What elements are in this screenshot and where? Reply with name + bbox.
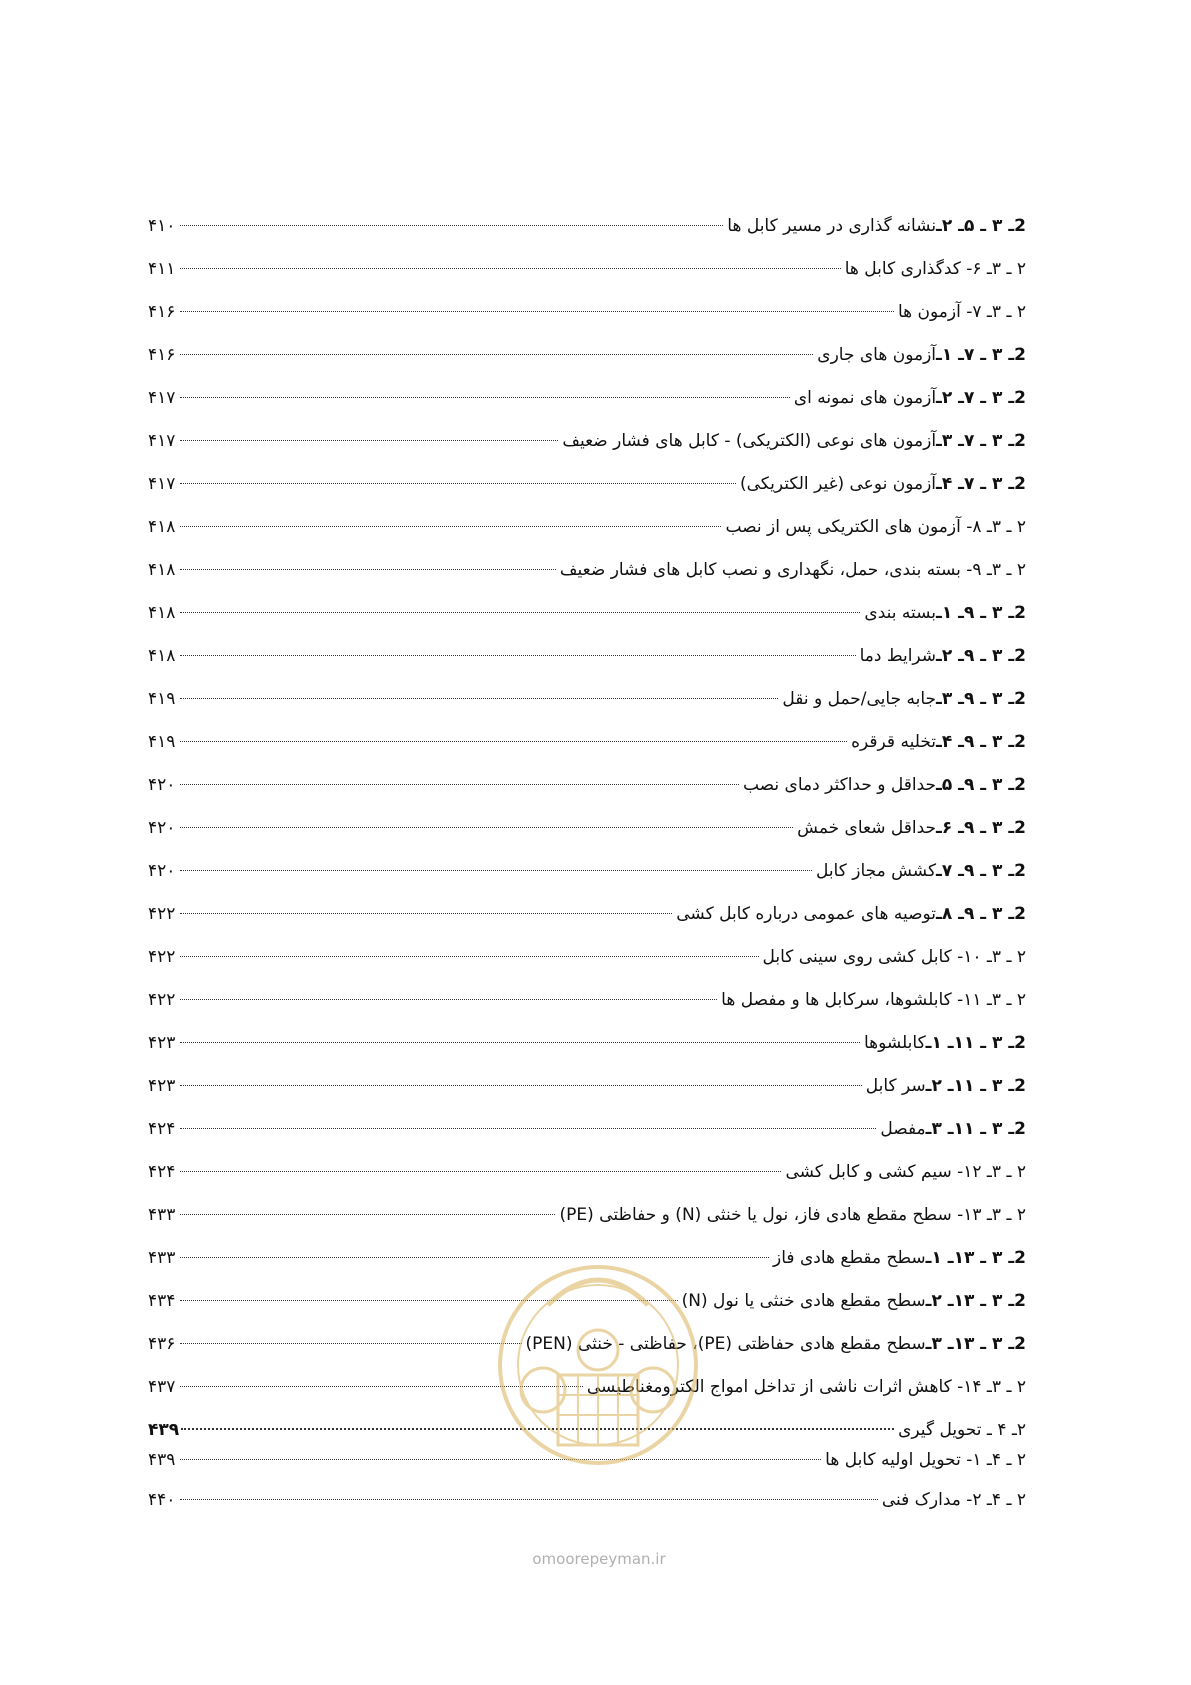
toc-entry-title: بسته بندی [864, 603, 937, 623]
toc-entry-page: ۴۱۸ [148, 603, 176, 623]
toc-entry-title: آزمون های جاری [817, 345, 937, 365]
toc-entry[interactable] [148, 902, 1026, 945]
toc-entry[interactable] [148, 1160, 1026, 1203]
dot-leader [180, 913, 672, 914]
toc-entry-page: ۴۲۴ [148, 1119, 176, 1139]
toc-entry-page: ۴۳۴ [148, 1291, 176, 1311]
dot-leader [180, 397, 790, 398]
toc-entry-title: سطح مقطع هادی حفاظتی (PE)، حفاظتی - خنثی (PEN) [525, 1334, 926, 1354]
toc-entry[interactable] [148, 1488, 1026, 1531]
toc-entry-number: 2ـ ۳ ـ ۵ـ ۲ـ [936, 216, 1026, 236]
toc-entry[interactable] [148, 1031, 1026, 1074]
dot-leader [180, 268, 841, 269]
toc-entry-page: ۴۴۰ [148, 1490, 176, 1510]
toc-entry-page: ۴۲۰ [148, 775, 176, 795]
toc-entry-title: ۲ ـ ۴ـ ۱- تحویل اولیه کابل ها [825, 1450, 1026, 1470]
dot-leader [180, 1171, 781, 1172]
dot-leader [180, 354, 813, 355]
toc-entry-title: ۲ ـ ۳ـ ۱۳- سطح مقطع هادی فاز، نول یا خنثی (N) و حفاظتی (PE) [559, 1205, 1026, 1225]
dot-leader [180, 612, 860, 613]
toc-entry[interactable] [148, 1289, 1026, 1332]
toc-entry-title: نشانه گذاری در مسیر کابل ها [727, 216, 937, 236]
toc-entry-number: 2ـ ۳ ـ ۹ـ ۲ـ [936, 646, 1026, 666]
toc-entry-number: 2ـ ۳ ـ ۹ـ ۴ـ [936, 732, 1026, 752]
toc-entry[interactable] [148, 1074, 1026, 1117]
dot-leader [181, 1428, 894, 1430]
toc-entry-page: ۴۲۳ [148, 1033, 176, 1053]
dot-leader [180, 569, 556, 570]
dot-leader [180, 1085, 862, 1086]
dot-leader [180, 870, 812, 871]
toc-entry-page: ۴۳۶ [148, 1334, 176, 1354]
toc-entry-title: سطح مقطع هادی فاز [773, 1248, 926, 1268]
dot-leader [180, 1343, 522, 1344]
toc-entry-number: 2ـ ۳ ـ ۷ـ ۴ـ [936, 474, 1026, 494]
dot-leader [180, 526, 721, 527]
toc-entry-title: ۲ ـ ۳ـ ۱۴- کاهش اثرات ناشی از تداخل امواج الکترومغناطیسی [586, 1377, 1026, 1397]
toc-entry-page: ۴۱۹ [148, 732, 176, 752]
toc-entry-title: ۲ ـ ۴ـ ۲- مدارک فنی [881, 1490, 1026, 1510]
toc-entry-title: ۲ ـ ۳ـ ۹- بسته بندی، حمل، نگهداری و نصب کابل های فشار ضعیف [559, 560, 1026, 580]
toc-entry-title: ۲ ـ ۳ـ ۸- آزمون های الکتریکی پس از نصب [725, 517, 1026, 537]
toc-entry-title: ۲ ـ ۳ـ ۱۲- سیم کشی و کابل کشی [785, 1162, 1026, 1182]
toc-entry-page: ۴۳۹ [148, 1450, 176, 1470]
dot-leader [180, 1386, 583, 1387]
dot-leader [180, 225, 723, 226]
toc-entry-page: ۴۳۳ [148, 1205, 176, 1225]
dot-leader [180, 956, 759, 957]
toc-entry-page: ۴۱۱ [148, 259, 176, 279]
toc-entry[interactable] [148, 859, 1026, 902]
toc-entry[interactable] [148, 816, 1026, 859]
toc-entry-number: 2ـ ۳ ـ ۹ـ ۷ـ [936, 861, 1026, 881]
toc-entry[interactable] [148, 300, 1026, 343]
toc-entry-title: آزمون نوعی (غیر الکتریکی) [739, 474, 937, 494]
toc-entry[interactable] [148, 644, 1026, 687]
dot-leader [180, 311, 894, 312]
toc-entry-number: 2ـ ۳ ـ ۹ـ ۶ـ [936, 818, 1026, 838]
toc-entry-number: 2ـ ۳ ـ ۱۳ـ ۳ـ [925, 1334, 1026, 1354]
toc-entry-page: ۴۱۸ [148, 560, 176, 580]
toc-entry-title: جابه جایی/حمل و نقل [782, 689, 937, 709]
toc-entry-number: 2ـ ۳ ـ ۷ـ ۱ـ [936, 345, 1026, 365]
toc-entry-page: ۴۱۸ [148, 646, 176, 666]
toc-entry-title: کابلشوها [863, 1033, 926, 1053]
toc-entry-page: ۴۳۹ [148, 1420, 180, 1440]
toc-entry[interactable] [148, 343, 1026, 386]
dot-leader [180, 741, 847, 742]
dot-leader [180, 1214, 555, 1215]
dot-leader [180, 1257, 769, 1258]
toc-entry-page: ۴۲۲ [148, 947, 176, 967]
toc-entry[interactable] [148, 1375, 1026, 1418]
toc-entry[interactable] [148, 558, 1026, 601]
toc-entry-number: 2ـ ۳ ـ ۱۳ـ ۱ـ [925, 1248, 1026, 1268]
watermark-caption: omoorepeyman.ir [532, 1550, 666, 1568]
toc-entry-title: ۲ ـ ۳ـ ۷- آزمون ها [897, 302, 1026, 322]
toc-entry[interactable] [148, 1246, 1026, 1289]
toc-entry-page: ۴۲۴ [148, 1162, 176, 1182]
dot-leader [180, 1459, 821, 1460]
toc-entry-number: 2ـ ۳ ـ ۹ـ ۵ـ [936, 775, 1026, 795]
dot-leader [180, 483, 736, 484]
toc-entry[interactable] [148, 988, 1026, 1031]
toc-entry-page: ۴۲۰ [148, 861, 176, 881]
dot-leader [180, 784, 739, 785]
toc-entry-number: 2ـ ۳ ـ ۹ـ ۱ـ [936, 603, 1026, 623]
dot-leader [180, 827, 793, 828]
toc-entry-page: ۴۱۷ [148, 474, 176, 494]
toc-entry-number: 2ـ ۳ ـ ۷ـ ۲ـ [936, 388, 1026, 408]
toc-entry-page: ۴۱۰ [148, 216, 176, 236]
toc-entry-page: ۴۱۷ [148, 431, 176, 451]
toc-entry-title: سطح مقطع هادی خنثی یا نول (N) [681, 1291, 926, 1311]
toc-entry[interactable] [148, 945, 1026, 988]
toc-entry-number: 2ـ ۳ ـ ۱۱ـ ۱ـ [925, 1033, 1026, 1053]
toc-entry-page: ۴۲۲ [148, 904, 176, 924]
toc-entry[interactable] [148, 472, 1026, 515]
toc-entry-title: آزمون های نوعی (الکتریکی) - کابل های فشار ضعیف [562, 431, 937, 451]
toc-entry[interactable] [148, 1332, 1026, 1375]
toc-entry[interactable] [148, 773, 1026, 816]
toc-entry-page: ۴۲۰ [148, 818, 176, 838]
toc-entry-title: ۲ ـ ۳ـ ۱۱- کابلشوها، سرکابل ها و مفصل ها [721, 990, 1026, 1010]
toc-entry-title: ۲ ـ ۳ـ ۱۰- کابل کشی روی سینی کابل [762, 947, 1026, 967]
toc-entry-title: ۲ ـ ۳ـ ۶- کدگذاری کابل ها [844, 259, 1026, 279]
toc-entry-title: ۲ـ ۴ ـ تحویل گیری [898, 1420, 1026, 1440]
toc-entry-title: توصیه های عمومی درباره کابل کشی [676, 904, 937, 924]
toc-entry[interactable] [148, 515, 1026, 558]
toc-entry-number: 2ـ ۳ ـ ۱۱ـ ۲ـ [925, 1076, 1026, 1096]
toc-entry-page: ۴۳۳ [148, 1248, 176, 1268]
dot-leader [180, 999, 717, 1000]
toc-entry-title: شرایط دما [859, 646, 937, 666]
toc-entry-title: تخلیه قرقره [851, 732, 937, 752]
toc-entry-number: 2ـ ۳ ـ ۹ـ ۳ـ [936, 689, 1026, 709]
toc-entry-number: 2ـ ۳ ـ ۱۱ـ ۳ـ [925, 1119, 1026, 1139]
toc-entry[interactable] [148, 429, 1026, 472]
toc-entry[interactable] [148, 386, 1026, 429]
toc-entry[interactable] [148, 1448, 1026, 1488]
toc-entry-page: ۴۳۷ [148, 1377, 176, 1397]
toc-entry-page: ۴۲۲ [148, 990, 176, 1010]
toc-entry-number: 2ـ ۳ ـ ۷ـ ۳ـ [936, 431, 1026, 451]
dot-leader [180, 655, 856, 656]
toc-entry[interactable] [148, 214, 1026, 257]
toc-entry-page: ۴۱۸ [148, 517, 176, 537]
dot-leader [180, 1042, 860, 1043]
table-of-contents [148, 214, 1026, 1531]
toc-entry-page: ۴۲۳ [148, 1076, 176, 1096]
toc-entry-chapter[interactable] [148, 1418, 1026, 1448]
toc-entry[interactable] [148, 601, 1026, 644]
toc-entry-number: 2ـ ۳ ـ ۱۳ـ ۲ـ [925, 1291, 1026, 1311]
toc-entry-title: آزمون های نمونه ای [793, 388, 937, 408]
toc-entry-title: حداقل و حداکثر دمای نصب [742, 775, 937, 795]
toc-entry-title: مفصل [880, 1119, 926, 1139]
dot-leader [180, 1499, 878, 1500]
dot-leader [180, 1128, 876, 1129]
toc-entry-page: ۴۱۷ [148, 388, 176, 408]
toc-entry-title: سر کابل [865, 1076, 926, 1096]
toc-entry[interactable] [148, 687, 1026, 730]
toc-entry[interactable] [148, 1203, 1026, 1246]
toc-entry-page: ۴۱۶ [148, 302, 176, 322]
toc-entry[interactable] [148, 730, 1026, 773]
toc-entry-page: ۴۱۹ [148, 689, 176, 709]
dot-leader [180, 1300, 678, 1301]
toc-entry[interactable] [148, 1117, 1026, 1160]
toc-entry-title: حداقل شعای خمش [797, 818, 937, 838]
toc-entry-title: کشش مجاز کابل [815, 861, 937, 881]
toc-entry-page: ۴۱۶ [148, 345, 176, 365]
toc-entry-number: 2ـ ۳ ـ ۹ـ ۸ـ [936, 904, 1026, 924]
dot-leader [180, 698, 778, 699]
dot-leader [180, 440, 558, 441]
toc-entry[interactable] [148, 257, 1026, 300]
